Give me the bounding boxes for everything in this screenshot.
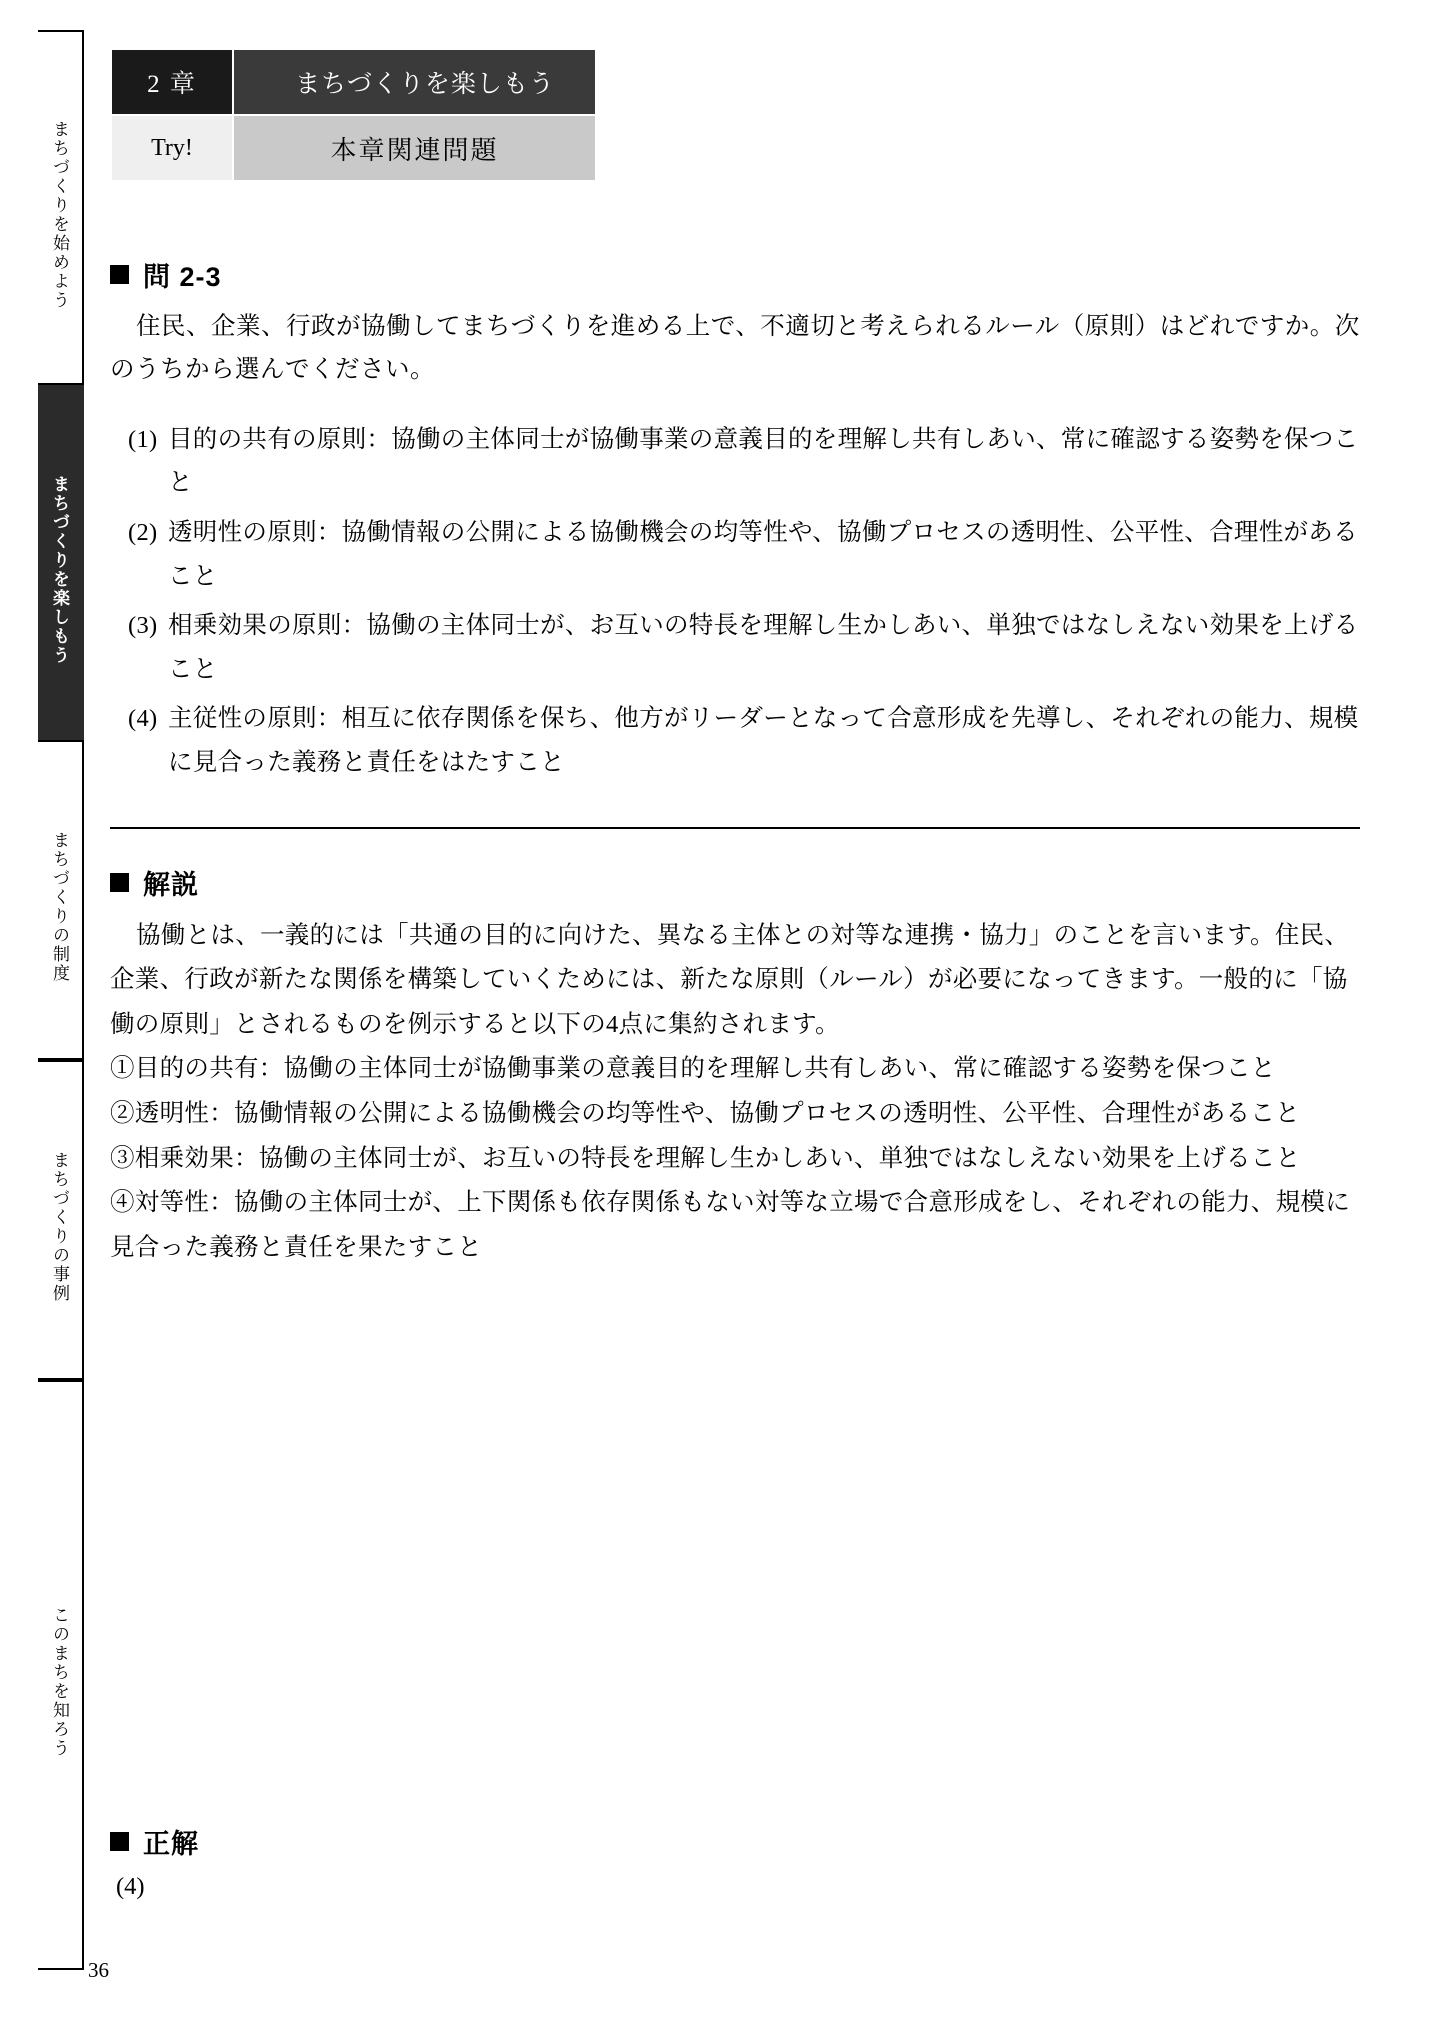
answer-value: (4) [116, 1873, 145, 1900]
section-divider [110, 827, 1360, 829]
chapter-title-cell: まちづくりを楽しもう [233, 49, 596, 115]
chapter-header-table [110, 48, 597, 182]
choice-number: (3) [128, 612, 158, 640]
choice-number: (1) [128, 425, 158, 453]
choice-text: 目的の共有の原則：協働の主体同士が協働事業の意義目的を理解し共有しあい、常に確認する姿勢を保つこと [168, 425, 1359, 497]
main-content [110, 255, 1360, 1270]
square-bullet-icon [110, 1832, 129, 1851]
choice-text: 透明性の原則：協働情報の公開による協働機会の均等性や、協働プロセスの透明性、公平性、合理性があること [168, 518, 1358, 590]
explanation-paragraph: 協働とは、一義的には「共通の目的に向けた、異なる主体との対等な連携・協力」のことを言います。住民、企業、行政が新たな関係を構築していくためには、新たな原則（ルール）が必要になってきます。一般的に「協働の原則」とされるものを例示すると以下の4点に集約されます。 [110, 921, 1350, 1038]
question-heading [110, 255, 1360, 294]
explanation-body [110, 914, 1360, 1271]
square-bullet-icon [110, 265, 129, 284]
explanation-item: ③相乗効果：協働の主体同士が、お互いの特長を理解し生かしあい、単独ではなしえない効果を上げること [110, 1144, 1301, 1172]
choice-text: 相乗効果の原則：協働の主体同士が、お互いの特長を理解し生かしあい、単独ではなしえない効果を上げること [168, 612, 1359, 683]
choice-item[interactable] [110, 418, 1360, 505]
explanation-heading [110, 863, 1360, 902]
choice-item[interactable] [110, 604, 1360, 691]
choice-number: (2) [128, 518, 158, 546]
side-tab-1[interactable]: まちづくりを楽しもう [38, 385, 84, 740]
answer-heading-label: 正解 [143, 1829, 199, 1859]
page-number: 36 [88, 1958, 109, 1982]
question-heading-label: 問 2-3 [143, 262, 222, 292]
choice-item[interactable] [110, 697, 1360, 784]
chapter-header-row [111, 49, 596, 115]
answer-heading [110, 1822, 710, 1861]
side-tab-3[interactable]: まちづくりの事例 [38, 1060, 84, 1380]
explanation-item: ②透明性：協働情報の公開による協働機会の均等性や、協働プロセスの透明性、公平性、合理性があること [110, 1099, 1300, 1127]
side-tab-rail [38, 30, 84, 1970]
explanation-item: ④対等性：協働の主体同士が、上下関係も依存関係もない対等な立場で合意形成をし、それぞれの能力、規模に見合った義務と責任を果たすこと [110, 1189, 1350, 1261]
answer-block [110, 1822, 710, 1901]
section-subtitle-cell: 本章関連問題 [233, 115, 596, 181]
chapter-number-cell: 2 章 [111, 49, 233, 115]
try-label-cell: Try! [111, 115, 233, 181]
try-header-row [111, 115, 596, 181]
square-bullet-icon [110, 873, 129, 892]
choice-item[interactable] [110, 511, 1360, 598]
side-tab-4[interactable]: このまちを知ろう [38, 1380, 84, 1970]
choice-text: 主従性の原則：相互に依存関係を保ち、他方がリーダーとなって合意形成を先導し、それぞれの能力、規模に見合った義務と責任をはたすこと [168, 705, 1359, 777]
side-tab-2[interactable]: まちづくりの制度 [38, 740, 84, 1060]
explanation-heading-label: 解説 [143, 869, 199, 900]
choice-number: (4) [128, 705, 158, 733]
choice-list [110, 418, 1360, 785]
question-body: 住民、企業、行政が協働してまちづくりを進める上で、不適切と考えられるルール（原則）はどれですか。次のうちから選んでください。 [110, 313, 1360, 383]
explanation-item: ①目的の共有：協働の主体同士が協働事業の意義目的を理解し共有しあい、常に確認する姿勢を保つこと [110, 1055, 1276, 1083]
side-tab-0[interactable]: まちづくりを始めよう [38, 30, 84, 385]
